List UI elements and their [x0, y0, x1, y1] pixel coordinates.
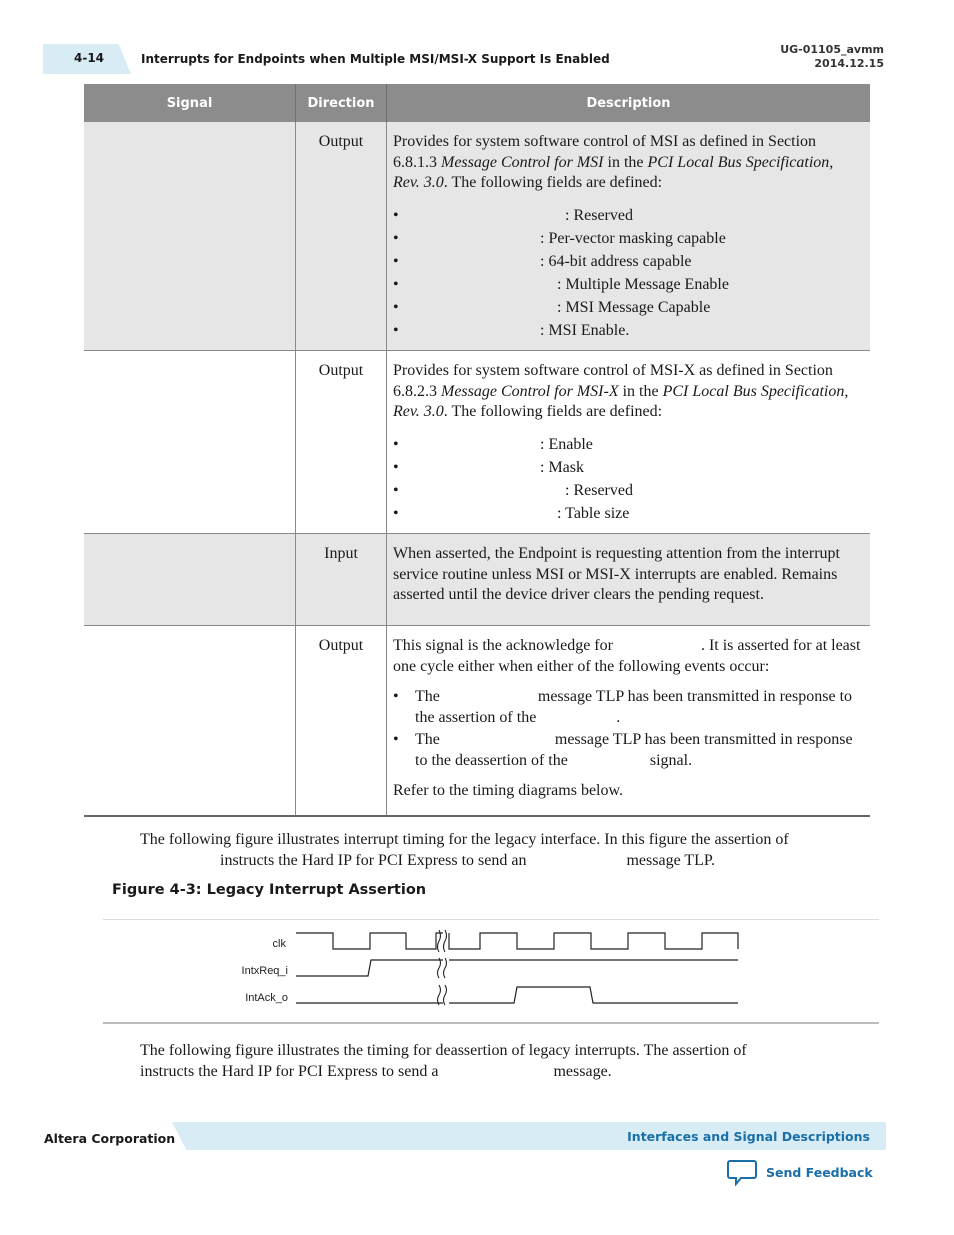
- list-item: • : Mask: [393, 456, 864, 479]
- direction-cell: Output: [295, 626, 386, 815]
- direction-cell: Output: [295, 122, 386, 350]
- table-row: [84, 534, 870, 626]
- list-item: • The message TLP has been transmitted in response to the assertion of the .: [393, 687, 864, 728]
- signal-cell: [84, 351, 295, 533]
- description-text: When asserted, the Endpoint is requesting attention from the interrupt service routine unless MSI or MSI-X interrupts are enabled. Remains asserted until the device driver clears the pending request.: [393, 545, 840, 603]
- signal-label-intxreq: IntxReq_i: [241, 965, 288, 977]
- footer-company: Altera Corporation: [44, 1131, 176, 1146]
- field-list: [393, 204, 864, 342]
- direction-cell: Output: [295, 351, 386, 533]
- doc-id-block: [780, 43, 884, 71]
- description-footer: Refer to the timing diagrams below.: [393, 782, 624, 799]
- send-feedback-label: Send Feedback: [766, 1164, 873, 1180]
- doc-date: 2014.12.15: [814, 57, 884, 70]
- list-item: • : Reserved: [393, 479, 864, 502]
- table-header: [84, 84, 870, 122]
- direction-cell: Input: [295, 534, 386, 625]
- send-feedback-button[interactable]: [727, 1158, 873, 1186]
- signal-table: [84, 84, 870, 817]
- page-number: 4-14: [74, 51, 105, 65]
- list-item: • : Table size: [393, 502, 864, 525]
- figure-bottom-rule: [103, 1022, 879, 1024]
- running-header-title: Interrupts for Endpoints when Multiple MSI/MSI-X Support Is Enabled: [141, 52, 610, 66]
- description-intro: Provides for system software control of MSI as defined in Section 6.8.1.3 Message Control for MSI in the PCI Local Bus Specification, Rev. 3.0. The following fields are defined:: [393, 133, 834, 191]
- signal-cell: [84, 626, 295, 815]
- description-cell: [386, 626, 870, 815]
- description-intro: Provides for system software control of MSI-X as defined in Section 6.8.2.3 Message Control for MSI-X in the PCI Local Bus Specification, Rev. 3.0. The following fields are defined:: [393, 362, 849, 420]
- col-direction: Direction: [295, 84, 386, 122]
- description-cell: [386, 122, 870, 350]
- table-row: [84, 122, 870, 351]
- feedback-icon: [727, 1158, 757, 1186]
- list-item: • : Per-vector masking capable: [393, 227, 864, 250]
- list-item: • : MSI Message Capable: [393, 296, 864, 319]
- intxreq-waveform: [296, 960, 738, 976]
- footer-section-link[interactable]: Interfaces and Signal Descriptions: [627, 1129, 870, 1144]
- col-description: Description: [386, 84, 870, 122]
- description-text: This signal is the acknowledge for . It is asserted for at least one cycle either when either of the following events occur:: [393, 637, 861, 675]
- paragraph-legacy-deassertion: The following figure illustrates the timing for deassertion of legacy interrupts. The assertion of instructs the Hard IP for PCI Express to send a message.: [140, 1042, 747, 1080]
- list-item: • : Enable: [393, 433, 864, 456]
- col-signal: Signal: [166, 95, 213, 111]
- clk-waveform: [296, 933, 738, 949]
- intack-waveform: [296, 987, 738, 1003]
- signal-cell: [84, 534, 295, 625]
- signal-cell: [84, 122, 295, 350]
- description-cell: [386, 351, 870, 533]
- signal-label-clk: clk: [272, 938, 286, 950]
- event-list: [393, 687, 864, 771]
- list-item: • The message TLP has been transmitted in response to the deassertion of the signal.: [393, 730, 864, 771]
- paragraph-legacy-assertion: The following figure illustrates interrupt timing for the legacy interface. In this figure the assertion of instructs the Hard IP for PCI Express to send an message TLP.: [140, 831, 789, 869]
- list-item: • : 64-bit address capable: [393, 250, 864, 273]
- signal-label-intack: IntAck_o: [245, 992, 288, 1004]
- table-row: [84, 351, 870, 534]
- table-row: [84, 626, 870, 817]
- list-item: • : Reserved: [393, 204, 864, 227]
- doc-id: UG-01105_avmm: [780, 43, 884, 56]
- description-cell: [386, 534, 870, 625]
- break-marks: [438, 930, 447, 1005]
- list-item: • : MSI Enable.: [393, 319, 864, 342]
- timing-diagram: [0, 920, 954, 1020]
- list-item: • : Multiple Message Enable: [393, 273, 864, 296]
- field-list: [393, 433, 864, 525]
- figure-title: Figure 4-3: Legacy Interrupt Assertion: [112, 882, 427, 898]
